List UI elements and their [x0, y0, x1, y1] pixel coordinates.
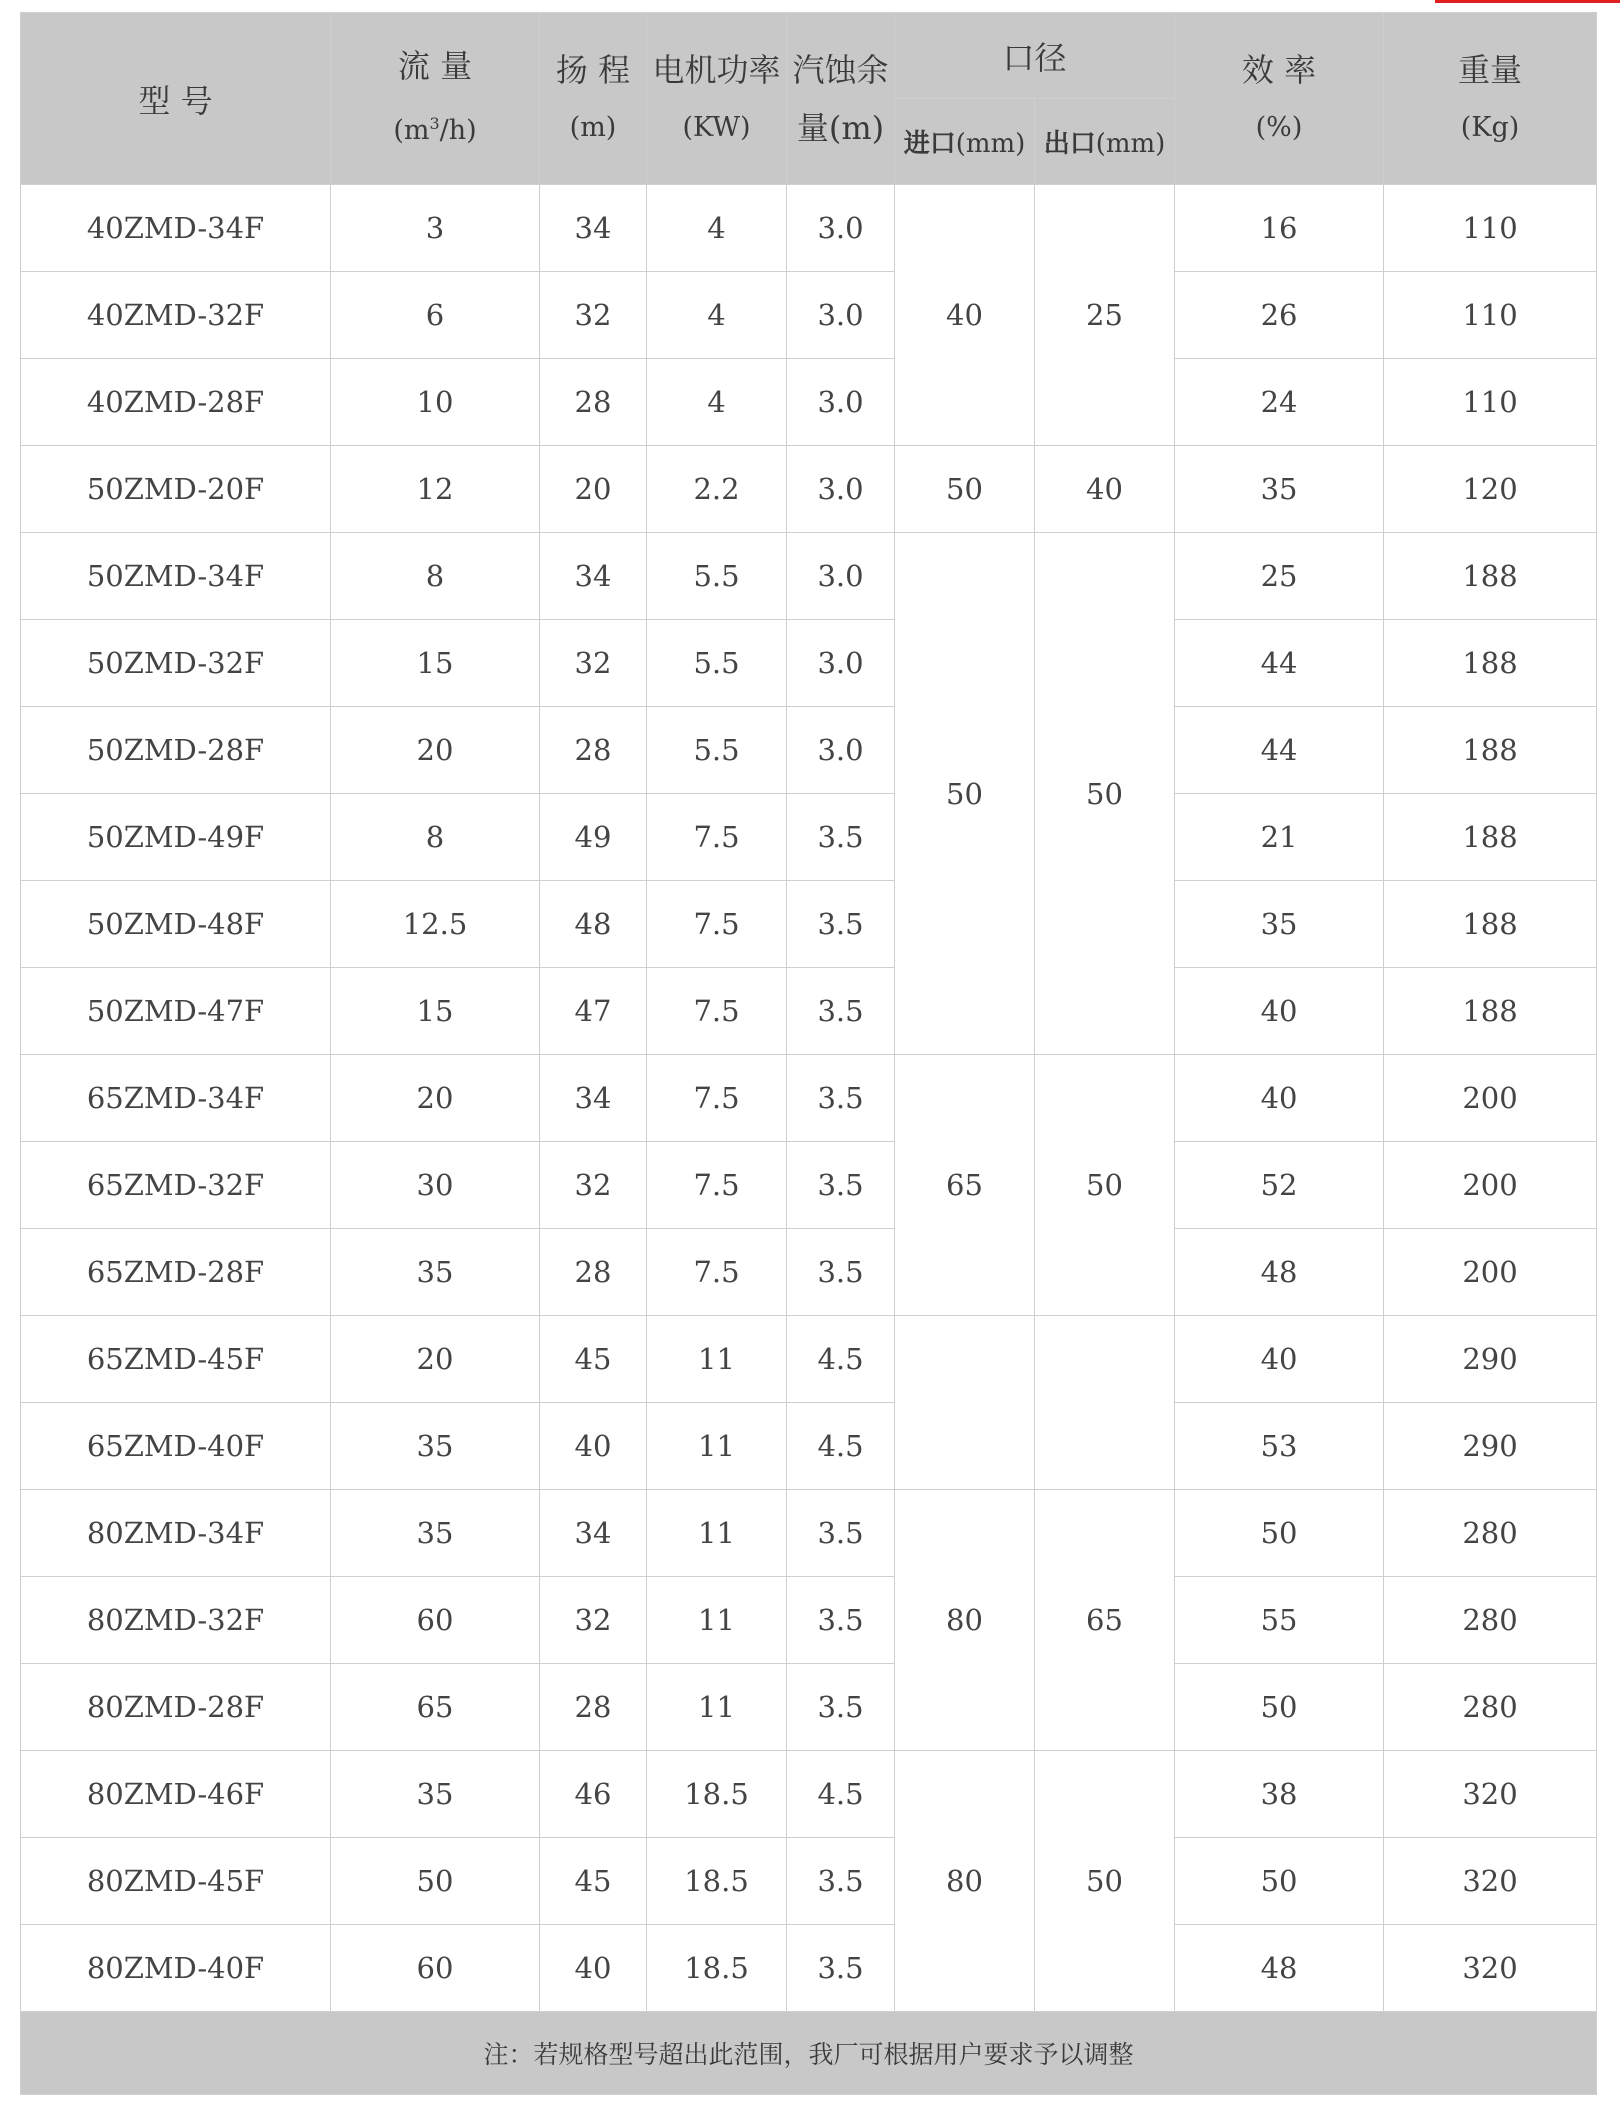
cell-outlet: 50 — [1035, 1751, 1175, 2012]
header-outlet-unit: (mm) — [1095, 129, 1166, 159]
cell-efficiency: 44 — [1175, 620, 1384, 707]
table-row — [21, 1577, 1597, 1664]
cell-outlet: 25 — [1035, 185, 1175, 446]
table-row — [21, 1403, 1597, 1490]
table-row — [21, 968, 1597, 1055]
header-inlet-unit: (mm) — [955, 129, 1026, 159]
cell-outlet: 50 — [1035, 1055, 1175, 1316]
cell-model: 40ZMD-28F — [21, 359, 331, 446]
cell-power: 4 — [647, 272, 787, 359]
cell-weight: 200 — [1384, 1229, 1597, 1316]
header-power-label: 电机功率 — [652, 50, 781, 89]
cell-weight: 188 — [1384, 881, 1597, 968]
cell-flow: 15 — [331, 620, 540, 707]
cell-weight: 110 — [1384, 185, 1597, 272]
cell-inlet: 80 — [895, 1490, 1035, 1751]
cell-efficiency: 55 — [1175, 1577, 1384, 1664]
cell-efficiency: 38 — [1175, 1751, 1384, 1838]
cell-npsh: 3.0 — [787, 272, 895, 359]
header-flow — [331, 13, 540, 185]
cell-npsh: 3.5 — [787, 1577, 895, 1664]
cell-model: 50ZMD-49F — [21, 794, 331, 881]
table-row — [21, 1055, 1597, 1142]
cell-power: 2.2 — [647, 446, 787, 533]
cell-outlet — [1035, 1316, 1175, 1490]
table-row — [21, 1838, 1597, 1925]
table-row — [21, 533, 1597, 620]
header-inlet-label: 进口 — [903, 129, 956, 159]
cell-flow: 60 — [331, 1577, 540, 1664]
header-flow-label: 流 量 — [397, 47, 473, 85]
cell-outlet: 50 — [1035, 533, 1175, 1055]
cell-efficiency: 40 — [1175, 968, 1384, 1055]
cell-model: 65ZMD-45F — [21, 1316, 331, 1403]
cell-model: 80ZMD-34F — [21, 1490, 331, 1577]
cell-head: 32 — [540, 620, 647, 707]
cell-efficiency: 40 — [1175, 1316, 1384, 1403]
cell-npsh: 3.0 — [787, 359, 895, 446]
cell-weight: 200 — [1384, 1055, 1597, 1142]
cell-model: 50ZMD-47F — [21, 968, 331, 1055]
cell-model: 50ZMD-32F — [21, 620, 331, 707]
cell-head: 28 — [540, 1664, 647, 1751]
header-weight — [1384, 13, 1597, 185]
flow-unit-sup: 3 — [429, 114, 440, 133]
table-row — [21, 707, 1597, 794]
cell-flow: 35 — [331, 1751, 540, 1838]
header-model — [21, 13, 331, 185]
table-row — [21, 620, 1597, 707]
cell-model: 80ZMD-32F — [21, 1577, 331, 1664]
cell-weight: 280 — [1384, 1577, 1597, 1664]
header-head — [540, 13, 647, 185]
header-model-label: 型 号 — [138, 81, 213, 120]
cell-head: 45 — [540, 1838, 647, 1925]
cell-head: 34 — [540, 1490, 647, 1577]
cell-power: 18.5 — [647, 1925, 787, 2012]
cell-head: 46 — [540, 1751, 647, 1838]
cell-head: 34 — [540, 185, 647, 272]
cell-npsh: 3.5 — [787, 1838, 895, 1925]
cell-npsh: 3.5 — [787, 1055, 895, 1142]
cell-npsh: 4.5 — [787, 1316, 895, 1403]
header-power — [647, 13, 787, 185]
table-header — [21, 13, 1597, 185]
cell-weight: 188 — [1384, 620, 1597, 707]
header-head-unit: (m) — [569, 111, 617, 143]
cell-npsh: 3.5 — [787, 1490, 895, 1577]
table-row — [21, 1751, 1597, 1838]
cell-inlet: 40 — [895, 185, 1035, 446]
header-inlet — [895, 99, 1035, 185]
cell-efficiency: 50 — [1175, 1490, 1384, 1577]
cell-weight: 320 — [1384, 1838, 1597, 1925]
cell-power: 5.5 — [647, 707, 787, 794]
table-row — [21, 272, 1597, 359]
cell-flow: 30 — [331, 1142, 540, 1229]
cell-power: 5.5 — [647, 533, 787, 620]
table-footer — [21, 2012, 1597, 2095]
cell-model: 65ZMD-32F — [21, 1142, 331, 1229]
table-row — [21, 359, 1597, 446]
header-weight-label: 重量 — [1458, 50, 1523, 89]
cell-inlet: 50 — [895, 446, 1035, 533]
cell-model: 50ZMD-34F — [21, 533, 331, 620]
cell-weight: 110 — [1384, 272, 1597, 359]
cell-efficiency: 40 — [1175, 1055, 1384, 1142]
cell-weight: 188 — [1384, 533, 1597, 620]
cell-efficiency: 48 — [1175, 1229, 1384, 1316]
cell-flow: 20 — [331, 1055, 540, 1142]
header-weight-unit: (Kg) — [1460, 111, 1520, 143]
cell-flow: 3 — [331, 185, 540, 272]
header-efficiency-unit: (%) — [1255, 111, 1303, 143]
cell-weight: 290 — [1384, 1403, 1597, 1490]
cell-power: 5.5 — [647, 620, 787, 707]
cell-weight: 110 — [1384, 359, 1597, 446]
cell-head: 32 — [540, 1142, 647, 1229]
cell-head: 47 — [540, 968, 647, 1055]
flow-unit-pre: (m — [393, 115, 430, 146]
table-row — [21, 794, 1597, 881]
cell-npsh: 3.0 — [787, 533, 895, 620]
footer-note: 注：若规格型号超出此范围，我厂可根据用户要求予以调整 — [21, 2012, 1597, 2095]
cell-model: 50ZMD-20F — [21, 446, 331, 533]
cell-efficiency: 44 — [1175, 707, 1384, 794]
pump-spec-table — [20, 12, 1597, 2095]
cell-flow: 8 — [331, 794, 540, 881]
cell-npsh: 3.0 — [787, 620, 895, 707]
cell-head: 20 — [540, 446, 647, 533]
cell-power: 7.5 — [647, 1142, 787, 1229]
cell-efficiency: 50 — [1175, 1838, 1384, 1925]
header-caliber — [895, 13, 1175, 99]
cell-head: 34 — [540, 1055, 647, 1142]
cell-npsh: 4.5 — [787, 1403, 895, 1490]
cell-head: 28 — [540, 707, 647, 794]
cell-npsh: 3.0 — [787, 707, 895, 794]
cell-model: 65ZMD-34F — [21, 1055, 331, 1142]
header-caliber-label: 口径 — [1002, 38, 1067, 77]
cell-model: 80ZMD-45F — [21, 1838, 331, 1925]
cell-head: 45 — [540, 1316, 647, 1403]
cell-power: 18.5 — [647, 1838, 787, 1925]
flow-unit-post: /h) — [439, 115, 477, 146]
cell-flow: 35 — [331, 1403, 540, 1490]
cell-npsh: 4.5 — [787, 1751, 895, 1838]
cell-flow: 50 — [331, 1838, 540, 1925]
cell-head: 28 — [540, 359, 647, 446]
cell-weight: 188 — [1384, 968, 1597, 1055]
top-accent-bar — [1435, 0, 1620, 3]
cell-power: 11 — [647, 1664, 787, 1751]
cell-npsh: 3.5 — [787, 1664, 895, 1751]
cell-weight: 188 — [1384, 707, 1597, 794]
cell-head: 48 — [540, 881, 647, 968]
cell-head: 32 — [540, 1577, 647, 1664]
cell-head: 40 — [540, 1925, 647, 2012]
cell-flow: 12 — [331, 446, 540, 533]
cell-model: 65ZMD-28F — [21, 1229, 331, 1316]
cell-efficiency: 24 — [1175, 359, 1384, 446]
table-body — [21, 185, 1597, 2012]
cell-efficiency: 25 — [1175, 533, 1384, 620]
cell-power: 7.5 — [647, 1229, 787, 1316]
cell-inlet — [895, 1316, 1035, 1490]
header-flow-unit — [331, 95, 539, 160]
cell-inlet: 80 — [895, 1751, 1035, 2012]
table-row — [21, 1490, 1597, 1577]
cell-weight: 188 — [1384, 794, 1597, 881]
cell-power: 7.5 — [647, 794, 787, 881]
cell-head: 49 — [540, 794, 647, 881]
cell-outlet: 40 — [1035, 446, 1175, 533]
cell-efficiency: 53 — [1175, 1403, 1384, 1490]
cell-npsh: 3.5 — [787, 968, 895, 1055]
cell-head: 32 — [540, 272, 647, 359]
cell-flow: 6 — [331, 272, 540, 359]
cell-power: 7.5 — [647, 881, 787, 968]
table-row — [21, 881, 1597, 968]
table-row — [21, 446, 1597, 533]
table-row — [21, 1229, 1597, 1316]
cell-npsh: 3.0 — [787, 446, 895, 533]
cell-model: 80ZMD-28F — [21, 1664, 331, 1751]
cell-weight: 320 — [1384, 1751, 1597, 1838]
cell-weight: 200 — [1384, 1142, 1597, 1229]
table-row — [21, 1142, 1597, 1229]
cell-head: 34 — [540, 533, 647, 620]
header-npsh-line2: 量(m) — [796, 108, 885, 147]
cell-flow: 8 — [331, 533, 540, 620]
cell-power: 7.5 — [647, 968, 787, 1055]
cell-flow: 20 — [331, 1316, 540, 1403]
cell-power: 4 — [647, 185, 787, 272]
header-outlet-label: 出口 — [1043, 129, 1096, 159]
cell-flow: 12.5 — [331, 881, 540, 968]
cell-model: 50ZMD-48F — [21, 881, 331, 968]
cell-npsh: 3.0 — [787, 185, 895, 272]
cell-efficiency: 16 — [1175, 185, 1384, 272]
cell-model: 40ZMD-32F — [21, 272, 331, 359]
cell-power: 11 — [647, 1316, 787, 1403]
header-efficiency — [1175, 13, 1384, 185]
cell-weight: 320 — [1384, 1925, 1597, 2012]
cell-power: 4 — [647, 359, 787, 446]
cell-flow: 35 — [331, 1490, 540, 1577]
cell-model: 40ZMD-34F — [21, 185, 331, 272]
cell-npsh: 3.5 — [787, 794, 895, 881]
header-npsh-line1: 汽蚀余 — [792, 50, 889, 89]
cell-weight: 290 — [1384, 1316, 1597, 1403]
cell-head: 40 — [540, 1403, 647, 1490]
cell-flow: 15 — [331, 968, 540, 1055]
cell-outlet: 65 — [1035, 1490, 1175, 1751]
cell-efficiency: 48 — [1175, 1925, 1384, 2012]
cell-efficiency: 50 — [1175, 1664, 1384, 1751]
cell-inlet: 50 — [895, 533, 1035, 1055]
table-row — [21, 1664, 1597, 1751]
cell-flow: 65 — [331, 1664, 540, 1751]
cell-power: 11 — [647, 1577, 787, 1664]
cell-power: 7.5 — [647, 1055, 787, 1142]
cell-efficiency: 35 — [1175, 881, 1384, 968]
cell-npsh: 3.5 — [787, 1142, 895, 1229]
cell-power: 11 — [647, 1490, 787, 1577]
cell-flow: 20 — [331, 707, 540, 794]
header-npsh — [787, 13, 895, 185]
cell-weight: 120 — [1384, 446, 1597, 533]
cell-flow: 60 — [331, 1925, 540, 2012]
cell-weight: 280 — [1384, 1490, 1597, 1577]
cell-model: 65ZMD-40F — [21, 1403, 331, 1490]
cell-efficiency: 52 — [1175, 1142, 1384, 1229]
cell-model: 50ZMD-28F — [21, 707, 331, 794]
cell-weight: 280 — [1384, 1664, 1597, 1751]
header-efficiency-label: 效 率 — [1241, 50, 1317, 89]
header-head-label: 扬 程 — [555, 50, 631, 89]
cell-npsh: 3.5 — [787, 1925, 895, 2012]
cell-inlet: 65 — [895, 1055, 1035, 1316]
cell-npsh: 3.5 — [787, 1229, 895, 1316]
cell-head: 28 — [540, 1229, 647, 1316]
cell-efficiency: 35 — [1175, 446, 1384, 533]
cell-npsh: 3.5 — [787, 881, 895, 968]
cell-model: 80ZMD-46F — [21, 1751, 331, 1838]
table-row — [21, 1316, 1597, 1403]
cell-model: 80ZMD-40F — [21, 1925, 331, 2012]
cell-flow: 10 — [331, 359, 540, 446]
cell-efficiency: 26 — [1175, 272, 1384, 359]
header-power-unit: (KW) — [682, 111, 751, 143]
table-row — [21, 1925, 1597, 2012]
cell-power: 11 — [647, 1403, 787, 1490]
header-outlet — [1035, 99, 1175, 185]
cell-efficiency: 21 — [1175, 794, 1384, 881]
cell-power: 18.5 — [647, 1751, 787, 1838]
table-row — [21, 185, 1597, 272]
cell-flow: 35 — [331, 1229, 540, 1316]
spec-table-wrapper — [20, 12, 1596, 2095]
